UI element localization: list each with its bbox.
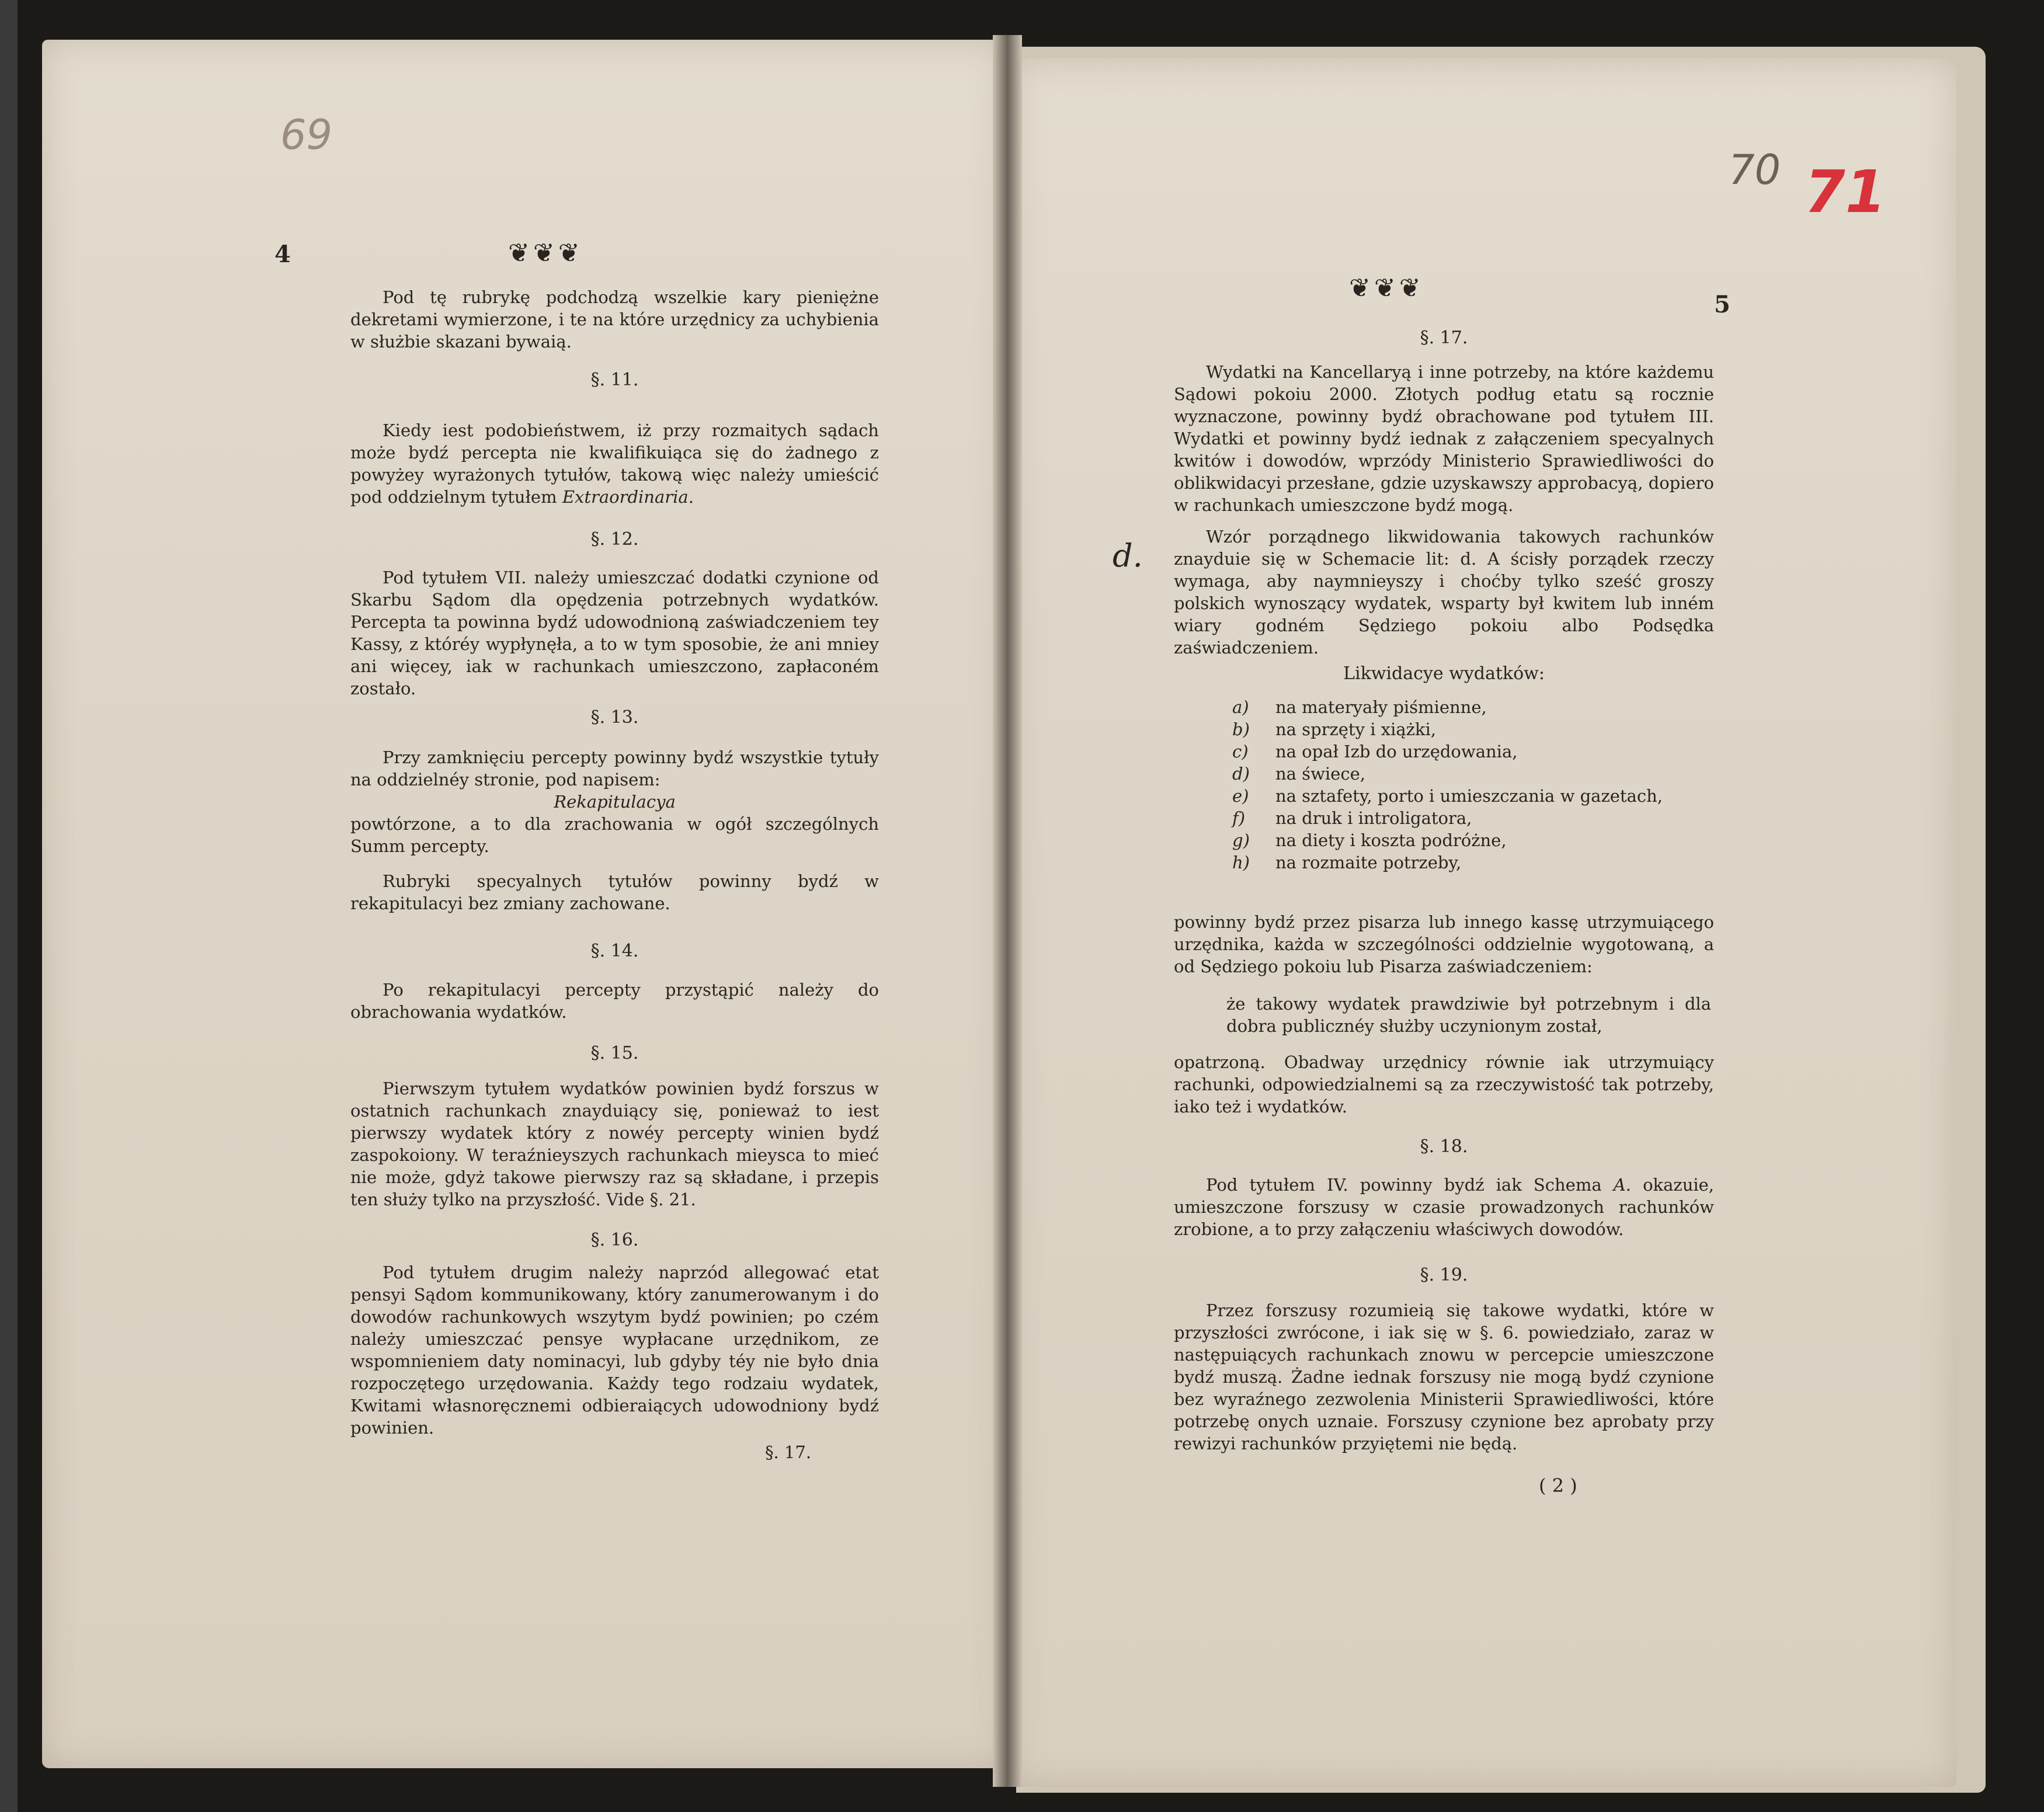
right-para-6-italic: A. bbox=[1613, 1175, 1631, 1195]
left-para-4b: powtórzone, a to dla zrachowania w ogół szczególnych Summ percepty. bbox=[350, 814, 879, 856]
right-text-block-6 bbox=[1174, 1174, 1714, 1240]
section-17: §. 17. bbox=[1420, 328, 1468, 348]
margin-letter: d. bbox=[1113, 537, 1143, 574]
left-text-block-1 bbox=[350, 286, 879, 353]
book-gutter bbox=[993, 35, 1022, 1787]
left-para-6: Po rekapitulacyi percepty przystąpić należy do obrachowania wydatków. bbox=[350, 980, 879, 1022]
left-text-block-8 bbox=[350, 1261, 879, 1439]
list-item: c) na opał Izb do urzędowania, bbox=[1232, 742, 1518, 761]
right-text-block-4 bbox=[1226, 993, 1711, 1037]
left-para-3: Pod tytułem VII. należy umieszczać dodatki czynione od Skarbu Sądom dla opędzenia potrzebnych wydatków. Percepta ta powinna bydź udowodnioną zaświadczeniem tey Kassy, z któréy wypłynęła, a to w tym sposobie, że ani mniey ani więcey, iak w rachunkach umieszczono, zapłaconém zostało. bbox=[350, 568, 879, 698]
left-para-8: Pod tytułem drugim należy naprzód allegować etat pensyi Sądom kommunikowany, który zanumerowanym i do dowodów rachunkowych wszytym bydź powinien; po czém należy umieszczać pensye wypłacane urzędnikom, ze wspomnieniem daty nominacyi, lub gdyby téy nie było dnia rozpoczętego urzędowania. Każdy tego rodzaiu wydatek, Kwitami własnoręcznemi odbieraiących udowodniony bydź powinien. bbox=[350, 1263, 879, 1438]
section-19: §. 19. bbox=[1420, 1265, 1468, 1285]
left-para-1: Pod tę rubrykę podchodzą wszelkie kary pieniężne dekretami wymierzone, i te na które urzędnicy za uchybienia w służbie skazani bywaią. bbox=[350, 287, 879, 352]
left-text-block-3 bbox=[350, 566, 879, 700]
left-text-block-5 bbox=[350, 870, 879, 914]
list-item: e) na sztafety, porto i umieszczania w gazetach, bbox=[1232, 786, 1663, 806]
section-11: §. 11. bbox=[590, 370, 639, 390]
right-para-4: że takowy wydatek prawdziwie był potrzebnym i dla dobra publicznéy służby uczynionym został, bbox=[1226, 994, 1711, 1036]
expense-list bbox=[1232, 696, 1711, 874]
left-para-2: Kiedy iest podobieństwem, iż przy rozmaitych sądach może bydź percepta nie kwalifikuiąca się do żadnego z powyżey wyrażonych tytułów, takową więc należy umieścić pod oddzielnym tytułem bbox=[350, 420, 879, 507]
handwritten-folio-red: 71 bbox=[1805, 158, 1886, 226]
right-para-6a: Pod tytułem IV. powinny bydź iak Schema bbox=[1206, 1175, 1602, 1195]
section-13: §. 13. bbox=[590, 707, 639, 728]
left-para-4a: Przy zamknięciu percepty powinny bydź wszystkie tytuły na oddzielnéy stronie, pod napisem: bbox=[350, 747, 879, 790]
left-text-block-4 bbox=[350, 746, 879, 857]
section-12: §. 12. bbox=[590, 529, 639, 549]
section-18: §. 18. bbox=[1420, 1136, 1468, 1157]
left-para-5: Rubryki specyalnych tytułów powinny bydź w rekapitulacyi bez zmiany zachowane. bbox=[350, 871, 879, 913]
section-14: §. 14. bbox=[590, 941, 639, 961]
section-15: §. 15. bbox=[590, 1043, 639, 1063]
left-text-block-6 bbox=[350, 979, 879, 1023]
left-para-4-italic: Rekapitulacya bbox=[554, 792, 676, 812]
list-item: f) na druk i introligatora, bbox=[1232, 808, 1472, 828]
right-para-5: opatrzoną. Obadway urzędnicy równie iak utrzymuiący rachunki, odpowiedzialnemi są za rzeczywistość tak potrzeby, iako też i wydatków. bbox=[1174, 1052, 1714, 1117]
right-text-block-1 bbox=[1174, 361, 1714, 516]
ornament-left: ❦❦❦ bbox=[508, 238, 583, 268]
handwritten-folio-left: 69 bbox=[280, 111, 333, 159]
right-para-7: Przez forszusy rozumieią się takowe wydatki, które w przyszłości zwrócone, i iak się w §. 6. powiedziało, zaraz w następuiących rachunkach znowu w percepcie umieszczone bydź muszą. Żadne iednak forszusy nie mogą bydź czynione bez wyraźnego zezwolenia Ministerii Sprawiedliwości, które potrzebę onych uznaie. Forszusy czynione bez aprobaty przy rewizyi rachunków przyiętemi nie będą. bbox=[1174, 1300, 1714, 1453]
right-para-6b: okazuie, umieszczone forszusy w czasie prowadzonych rachunków zrobione, a to przy załączeniu właściwych dowodów. bbox=[1174, 1175, 1715, 1239]
page-number-left: 4 bbox=[274, 241, 291, 268]
catchword: §. 17. bbox=[765, 1442, 812, 1462]
ornament-right: ❦❦❦ bbox=[1349, 273, 1424, 303]
right-text-block-3 bbox=[1174, 911, 1714, 978]
list-item: d) na świece, bbox=[1232, 764, 1365, 784]
section-16: §. 16. bbox=[590, 1230, 639, 1250]
list-heading: Likwidacye wydatków: bbox=[1343, 663, 1545, 684]
right-text-block-5 bbox=[1174, 1051, 1714, 1118]
scanner-edge bbox=[0, 0, 18, 1812]
right-para-3: powinny bydź przez pisarza lub innego kassę utrzymuiącego urzędnika, każda w szczególności oddzielnie wygotowaną, a od Sędziego pokoiu lub Pisarza zaświadczeniem: bbox=[1174, 912, 1714, 976]
right-para-1: Wydatki na Kancellaryą i inne potrzeby, na które każdemu Sądowi pokoiu 2000. Złotych podług etatu są rocznie wyznaczone, powinny bydź obrachowane pod tytułem III. Wydatki et powinny bydź iednak z załączeniem specyalnych kwitów i dowodów, wprzódy Ministerio Sprawiedliwości do oblikwidacyi przesłane, gdzie uzyskawszy approbacyą, dopiero w rachunkach umieszczone bydź mogą. bbox=[1174, 362, 1714, 515]
left-para-7: Pierwszym tytułem wydatków powinien bydź forszus w ostatnich rachunkach znayduiący się, ponieważ to iest pierwszy wydatek który z nowéy percepty winien bydź zaspokoiony. W teraźnieyszych rachunkach mieysca to mieć nie może, gdyż takowe pierwszy raz są składane, i przepis ten służy tylko na przyszłość. Vide §. 21. bbox=[350, 1079, 879, 1209]
left-text-block-7 bbox=[350, 1077, 879, 1211]
right-text-block-7 bbox=[1174, 1299, 1714, 1455]
signature-mark: ( 2 ) bbox=[1539, 1474, 1577, 1497]
handwritten-folio-right: 70 bbox=[1729, 146, 1781, 194]
right-para-2: Wzór porządnego likwidowania takowych rachunków znayduie się w Schemacie lit: d. A ścisły porządek rzeczy wymaga, aby naymnieyszy i choćby tylko sześć groszy polskich wynoszący wydatek, wsparty był kwitem lub inném wiary godném Sędziego pokoiu albo Podsędka zaświadczeniem. bbox=[1174, 527, 1714, 658]
left-para-2-italic: Extraordinaria. bbox=[562, 487, 694, 507]
right-text-block-2 bbox=[1174, 526, 1714, 659]
page-number-right: 5 bbox=[1714, 291, 1730, 318]
list-item: h) na rozmaite potrzeby, bbox=[1232, 853, 1462, 872]
list-item: a) na materyały piśmienne, bbox=[1232, 697, 1487, 717]
list-item: g) na diety i koszta podróżne, bbox=[1232, 830, 1507, 850]
list-item: b) na sprzęty i xiążki, bbox=[1232, 719, 1436, 739]
left-text-block-2 bbox=[350, 419, 879, 508]
